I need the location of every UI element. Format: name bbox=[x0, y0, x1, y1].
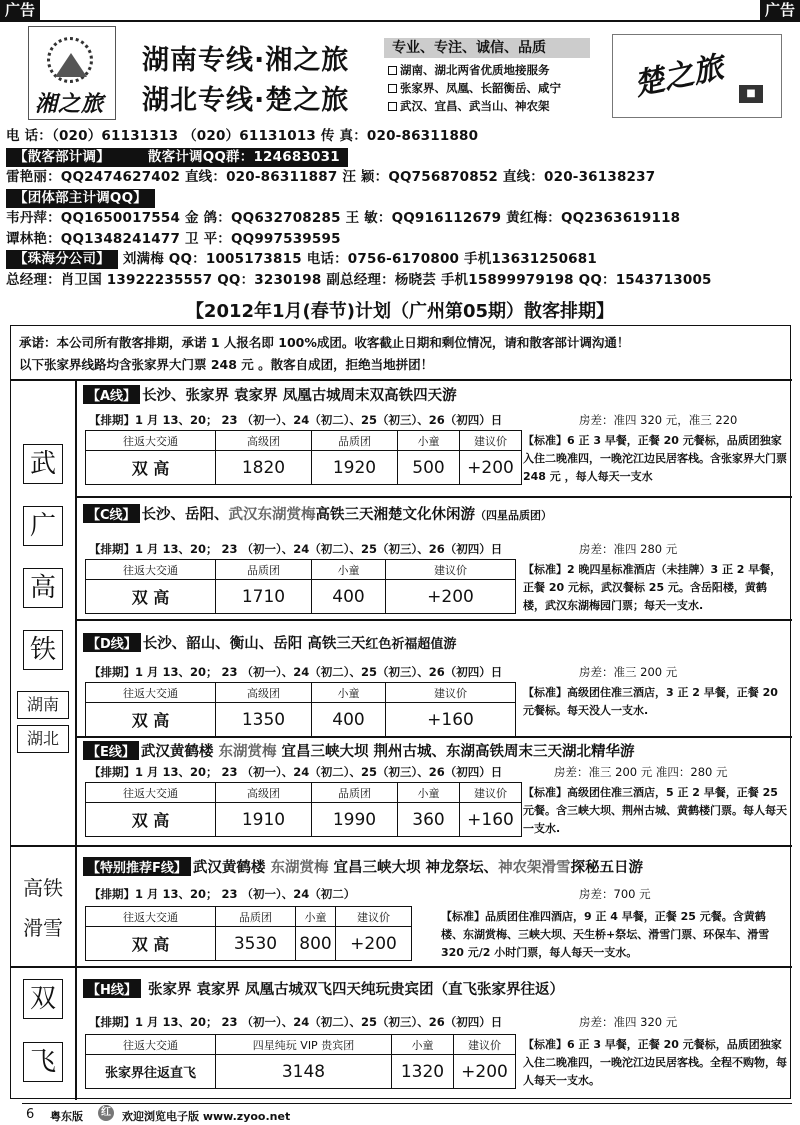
side-label-fei: 飞 bbox=[23, 1042, 63, 1082]
route-e-price-table: 往返大交通 高级团 品质团 小童 建议价 双 高 1910 1990 360 +160 bbox=[85, 782, 522, 837]
tagline: 专业、专注、诚信、品质 bbox=[384, 38, 590, 58]
notice-line-1: 承诺：本公司所有散客排期，承诺 1 人报名即 100%成团。收客截止日期和剩位情况，请和散客部计调沟通！ bbox=[19, 335, 630, 350]
seal-text: 楚之旅 bbox=[631, 49, 727, 103]
route-a-price-table: 往返大交通 高级团 品质团 小童 建议价 双 高 1820 1920 500 +200 bbox=[85, 430, 522, 485]
room-difference: 房差：准四 320 元 bbox=[579, 1015, 678, 1029]
schedule-frame bbox=[10, 325, 791, 1099]
team-line-1: 韦丹萍：QQ1650017554 金 鸽：QQ632708285 王 敏：QQ916112679 黄红梅：QQ2363619118 bbox=[6, 210, 681, 226]
website-link[interactable]: 欢迎浏览电子版 www.zyoo.net bbox=[122, 1110, 291, 1123]
side-divider bbox=[75, 379, 77, 845]
room-difference: 房差：准四 280 元 bbox=[579, 542, 678, 556]
route-a-standard: 【标准】6 正 3 早餐，正餐 20 元餐标，品质团独家入住二晚准四，一晚沱江边民居客栈。含张家界大门票 248 元 ，每人每天一支水 bbox=[523, 434, 787, 483]
room-difference: 房差：准三 200 元 bbox=[579, 665, 678, 679]
footer bbox=[0, 1103, 800, 1125]
divider bbox=[75, 496, 792, 498]
route-f-price-table: 往返大交通 品质团 小童 建议价 双 高 3530 800 +200 bbox=[85, 906, 412, 961]
footer-divider bbox=[22, 1103, 792, 1104]
side-label-hunan: 湖南 bbox=[17, 691, 69, 719]
edition-label: 粤东版 bbox=[50, 1110, 83, 1123]
zhuhai-label: 【珠海分公司】 bbox=[6, 250, 118, 269]
sanke-header bbox=[6, 147, 796, 168]
side-label-wu: 武 bbox=[23, 444, 63, 484]
side-divider bbox=[75, 845, 77, 966]
service-item: 张家界、凤凰、长韶衡岳、咸宁 bbox=[388, 80, 561, 96]
logo-text: 湘之旅 bbox=[35, 91, 105, 117]
route-tag: 【C线】 bbox=[83, 504, 140, 523]
room-difference: 房差：准四 320 元，准三 220 bbox=[579, 413, 738, 427]
side-divider bbox=[75, 966, 77, 1100]
zhuhai-line bbox=[6, 249, 796, 270]
service-item: 武汉、宜昌、武当山、神农架 bbox=[388, 98, 550, 114]
logo bbox=[28, 26, 116, 120]
route-h-schedule: 【排期】1 月 13、20； 23 （初一）、24（初二）、25（初三）、26（初四）日 房差：准四 320 元 bbox=[89, 1015, 678, 1029]
divider bbox=[11, 845, 792, 847]
route-d-schedule: 【排期】1 月 13、20； 23 （初一）、24（初二）、25（初三）、26（初四）日 房差：准三 200 元 bbox=[89, 665, 678, 679]
notice-line-2: 以下张家界线路均含张家界大门票 248 元 。散客自成团，拒绝当地拼团！ bbox=[19, 357, 434, 372]
stamp-icon: ■ bbox=[739, 85, 763, 103]
route-a-title: 【A线】 长沙、张家界 袁家界 凤凰古城周末双高铁四天游 bbox=[83, 384, 457, 405]
sanke-line: 雷艳丽：QQ2474627402 直线：020-86311887 汪 颖：QQ756870852 直线：020-36138237 bbox=[6, 169, 656, 185]
header bbox=[0, 24, 800, 124]
route-f-standard: 【标准】品质团住准四酒店，9 正 4 早餐，正餐 25 元餐。含黄鹤楼、东湖赏梅、三峡大坝、天生桥+祭坛、滑雪门票、环保车、滑雪 320 元/2 小时门票，每人每天一支水。 bbox=[441, 910, 770, 959]
notice bbox=[19, 332, 779, 376]
divider bbox=[11, 966, 792, 968]
team-line-2: 谭林艳：QQ1348241477 卫 平：QQ997539595 bbox=[6, 230, 341, 247]
brand-badge-icon: 红 bbox=[98, 1105, 114, 1121]
team-label: 【团体部主计调QQ】 bbox=[6, 189, 155, 208]
mountain-icon bbox=[55, 53, 87, 77]
zhuhai-contact: 刘满梅 QQ：1005173815 电话：0756-6170800 手机13631250681 bbox=[122, 251, 597, 267]
manager-line: 总经理：肖卫国 13922235557 QQ：3230198 副总经理：杨晓芸 手机15899979198 QQ：1543713005 bbox=[6, 271, 712, 288]
route-h-price-table: 往返大交通 四星纯玩 VIP 贵宾团 小童 建议价 张家界往返直飞 3148 1320 +200 bbox=[85, 1034, 516, 1089]
sanke-label: 【散客部计调】 bbox=[6, 148, 118, 167]
route-e-schedule: 【排期】1 月 13、20； 23 （初一）、24（初二）、25（初三）、26（初四）日 房差：准三 200 元 准四：280 元 bbox=[89, 765, 728, 779]
side-label-gao: 高 bbox=[23, 568, 63, 608]
checkbox-icon bbox=[388, 102, 397, 111]
route-e-title: 【E线】 武汉黄鹤楼 东湖赏梅 宜昌三峡大坝 荆州古城、东湖高铁周末三天湖北精华游 bbox=[83, 740, 635, 761]
side-label-huaxue: 滑雪 bbox=[23, 916, 63, 940]
route-d-title: 【D线】 长沙、韶山、衡山、岳阳 高铁三天红色祈福超值游 bbox=[83, 632, 456, 653]
side-label-gaotie: 高铁 bbox=[23, 876, 63, 900]
ad-label-left: 广告 bbox=[0, 0, 40, 21]
route-h-standard: 【标准】6 正 3 早餐，正餐 20 元餐标，品质团独家入住二晚准四，一晚沱江边民居客栈。全程不购物，每人每天一支水。 bbox=[523, 1038, 787, 1087]
route-d-standard: 【标准】高级团住准三酒店，3 正 2 早餐，正餐 20 元餐标。每天没人一支水. bbox=[523, 686, 778, 717]
route-f-title: 【特别推荐F线】 武汉黄鹤楼 东湖赏梅 宜昌三峡大坝 神龙祭坛、神农架滑雪探秘五日游 bbox=[83, 856, 643, 877]
side-label-hubei: 湖北 bbox=[17, 725, 69, 753]
route-c-standard: 【标准】2 晚四星标准酒店（未挂牌）3 正 2 早餐，正餐 20 元标，武汉餐标 25 元。含岳阳楼，黄鹤楼，武汉东湖梅园门票；每天一支水. bbox=[523, 563, 782, 612]
route-a-schedule: 【排期】1 月 13、20； 23 （初一）、24（初二）、25（初三）、26（初四）日 房差：准四 320 元，准三 220 bbox=[89, 413, 738, 427]
route-tag: 【特别推荐F线】 bbox=[83, 857, 191, 876]
room-difference: 房差：准三 200 元 准四：280 元 bbox=[554, 765, 728, 779]
route-h-title: 【H线】 张家界 袁家界 凤凰古城双飞四天纯玩贵宾团（直飞张家界往返） bbox=[83, 978, 564, 999]
checkbox-icon bbox=[388, 84, 397, 93]
side-label-shuang: 双 bbox=[23, 979, 63, 1019]
divider bbox=[75, 619, 792, 621]
seal-logo bbox=[612, 34, 782, 118]
ad-label-right: 广告 bbox=[760, 0, 800, 21]
team-header bbox=[6, 188, 796, 209]
side-label-tie: 铁 bbox=[23, 630, 63, 670]
route-tag: 【H线】 bbox=[83, 979, 141, 998]
sanke-qq-group: 散客计调QQ群：124683031 bbox=[118, 148, 348, 167]
route-f-schedule: 【排期】1 月 13、20； 23 （初一）、24（初二） 房差：700 元 bbox=[89, 887, 651, 901]
route-tag: 【E线】 bbox=[83, 741, 139, 760]
room-difference: 房差：700 元 bbox=[579, 887, 651, 901]
top-bar bbox=[0, 0, 800, 22]
checkbox-icon bbox=[388, 66, 397, 75]
route-e-standard: 【标准】高级团住准三酒店，5 正 2 早餐，正餐 25 元餐。含三峡大坝、荆州古城、黄鹤楼门票。每人每天一支水. bbox=[523, 786, 787, 835]
service-item: 湖南、湖北两省优质地接服务 bbox=[388, 62, 550, 78]
plan-title: 【2012年1月(春节)计划（广州第05期）散客排期】 bbox=[185, 301, 615, 322]
route-tag: 【D线】 bbox=[83, 633, 141, 652]
route-c-schedule: 【排期】1 月 13、20； 23 （初一）、24（初二）、25（初三）、26（初四）日 房差：准四 280 元 bbox=[89, 542, 678, 556]
page-number: 6 bbox=[26, 1107, 35, 1122]
route-c-title: 【C线】 长沙、岳阳、武汉东湖赏梅高铁三天湘楚文化休闲游（四星品质团） bbox=[83, 503, 552, 524]
route-tag: 【A线】 bbox=[83, 385, 140, 404]
contact-block bbox=[6, 126, 796, 290]
side-label-guang: 广 bbox=[23, 506, 63, 546]
line-title-hunan: 湖南专线·湘之旅 bbox=[142, 45, 350, 76]
route-d-price-table: 往返大交通 高级团 小童 建议价 双 高 1350 400 +160 bbox=[85, 682, 516, 737]
divider bbox=[11, 379, 792, 381]
route-c-price-table: 往返大交通 品质团 小童 建议价 双 高 1710 400 +200 bbox=[85, 559, 516, 614]
line-title-hubei: 湖北专线·楚之旅 bbox=[142, 85, 350, 116]
phone-line: 电 话：（020）61131313 （020）61131013 传 真：020-86311880 bbox=[6, 128, 479, 144]
